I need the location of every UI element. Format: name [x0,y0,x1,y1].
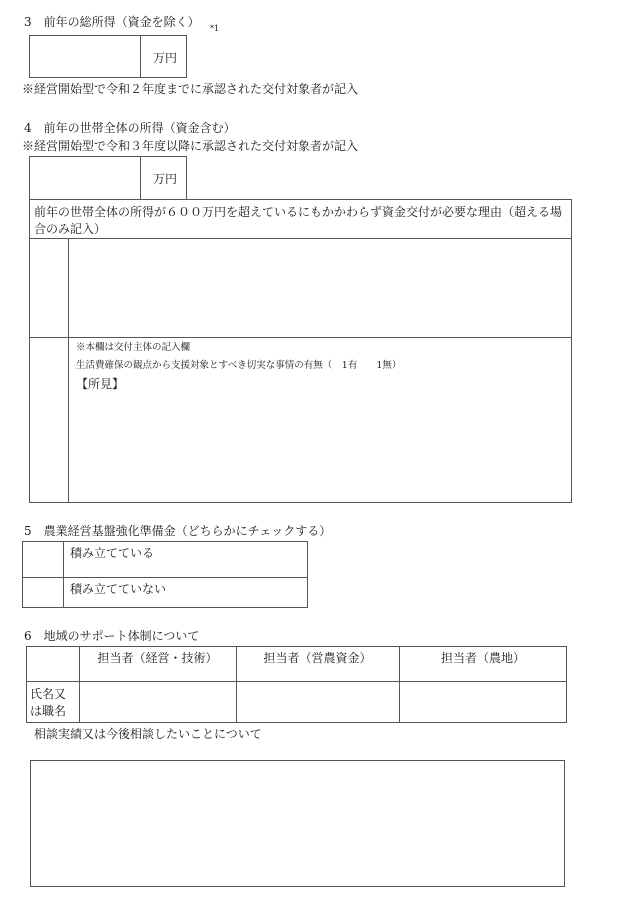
column-header-management: 担当者（経営・技術） [97,651,218,665]
section5-title: 5 農業経営基盤強化準備金（どちらかにチェックする） [24,524,332,538]
section3-note: ※経営開始型で令和２年度までに承認された交付対象者が記入 [22,82,359,96]
section5-row-divider [22,577,308,578]
section3-divider [140,35,141,78]
section4-reason-header-line2: 合のみ記入） [34,222,107,236]
section4-grantor-question: 生活費確保の観点から支援対象とすべき切実な事情の有無（ 1有 1無） [76,360,402,371]
option-saving-checkbox[interactable] [23,542,63,577]
row-label-line2: は職名 [30,704,67,718]
section4-header-divider [29,238,572,239]
section3-title: 3 前年の総所得（資金を除く） [24,15,200,29]
option-not-saving-label: 積み立てていない [70,582,167,596]
section5-column-divider [63,541,64,608]
section6-title: 6 地域のサポート体制について [24,629,200,643]
section4-grantor-note: ※本欄は交付主体の記入欄 [76,342,191,353]
section4-divider [140,156,141,200]
section4-title: 4 前年の世帯全体の所得（資金含む） [24,121,236,135]
section6-header-divider [26,681,567,682]
option-not-saving-checkbox[interactable] [23,578,63,607]
section3-footnote-mark: *1 [210,24,220,33]
section4-row-divider [29,337,572,338]
column-header-farmland: 担当者（農地） [440,651,525,665]
section4-reason-input[interactable] [74,244,564,332]
section5-table [22,541,308,608]
consult-label: 相談実績又は今後相談したいことについて [34,727,262,741]
column-header-funding: 担当者（営農資金） [263,651,372,665]
section4-opinion-label: 【所見】 [76,377,125,391]
section4-note: ※経営開始型で令和３年度以降に承認された交付対象者が記入 [22,139,359,153]
consult-textbox[interactable] [30,760,565,887]
section4-left-column-divider [68,238,69,503]
section3-unit-label: 万円 [153,51,178,65]
section4-reason-header-line1: 前年の世帯全体の所得が６００万円を超えているにもかかわらず資金交付が必要な理由（超える場 [34,205,563,219]
section4-unit-label: 万円 [153,172,178,186]
row-label-line1: 氏名又 [30,687,67,701]
option-saving-label: 積み立てている [70,546,155,560]
